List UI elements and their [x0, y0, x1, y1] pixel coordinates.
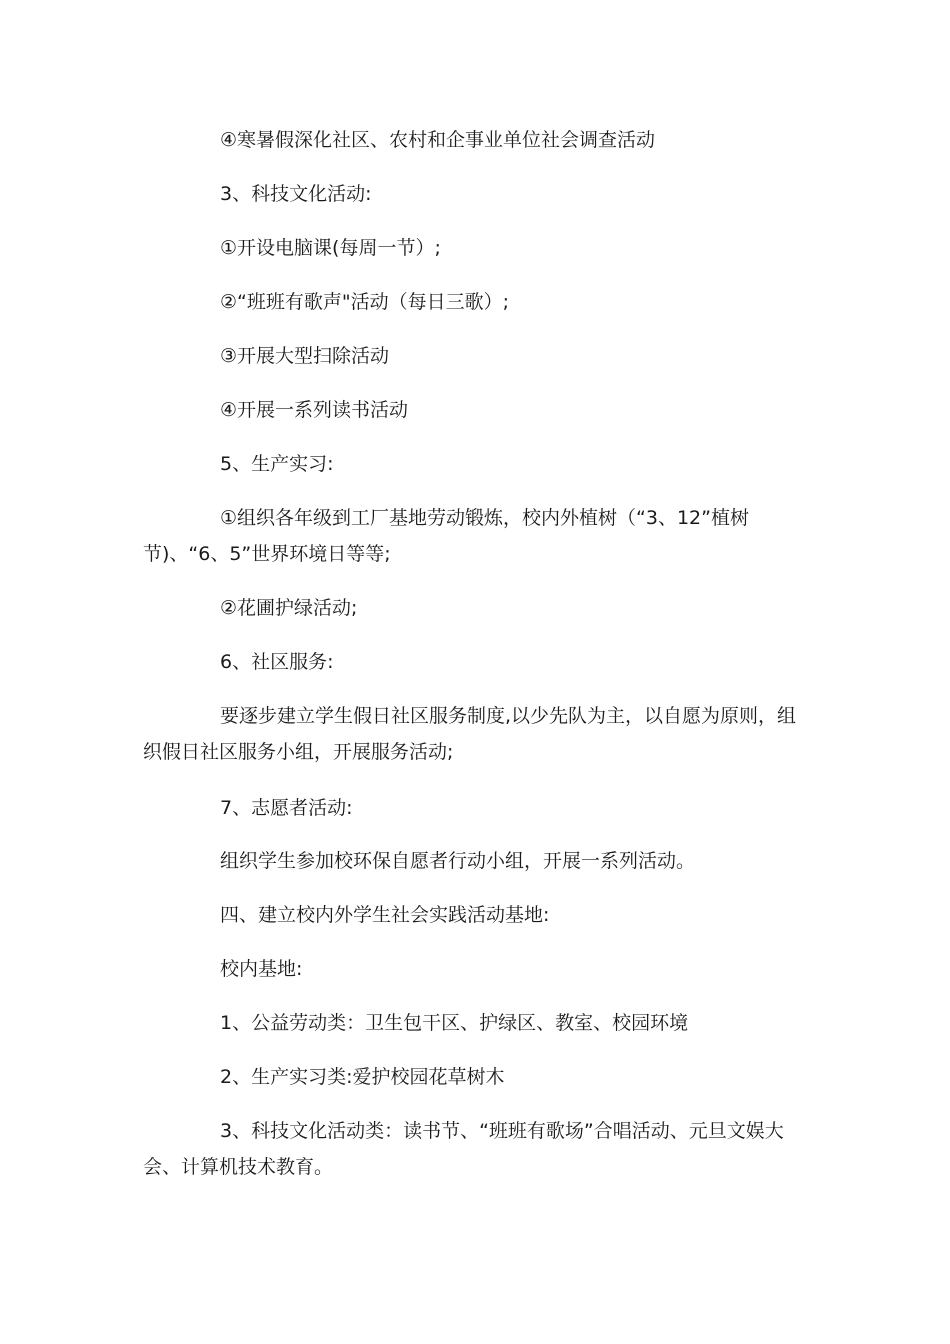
paragraph: 1、公益劳动类：卫生包干区、护绿区、教室、校园环境 — [220, 1012, 689, 1034]
paragraph: 3、科技文化活动: — [220, 183, 372, 205]
paragraph: 3、科技文化活动类：读书节、“班班有歌场”合唱活动、元旦文娱大会、计算机技术教育。 — [143, 1120, 784, 1178]
paragraph: ②“班班有歌声"活动（每日三歌）; — [220, 291, 510, 313]
paragraph: 四、建立校内外学生社会实践活动基地: — [220, 904, 550, 926]
paragraph: 校内基地: — [220, 958, 303, 980]
paragraph: 组织学生参加校环保自愿者行动小组，开展一系列活动。 — [220, 850, 696, 872]
paragraph: 5、生产实习: — [220, 453, 334, 475]
paragraph: ②花圃护绿活动; — [220, 597, 358, 619]
paragraph: 7、志愿者活动: — [220, 797, 353, 819]
paragraph: ①组织各年级到工厂基地劳动锻炼，校内外植树（“3、12”植树节)、“6、5”世界环境日等等; — [143, 507, 749, 565]
paragraph: ①开设电脑课(每周一节）; — [220, 237, 441, 259]
paragraph: ③开展大型扫除活动 — [220, 345, 390, 367]
paragraph: 6、社区服务: — [220, 651, 334, 673]
paragraph: 要逐步建立学生假日社区服务制度,以少先队为主，以自愿为原则，组织假日社区服务小组，开展服务活动; — [143, 705, 797, 763]
paragraph: ④开展一系列读书活动 — [220, 399, 409, 421]
paragraph: 2、生产实习类:爱护校园花草树木 — [220, 1066, 505, 1088]
paragraph: ④寒暑假深化社区、农村和企事业单位社会调查活动 — [220, 129, 656, 151]
